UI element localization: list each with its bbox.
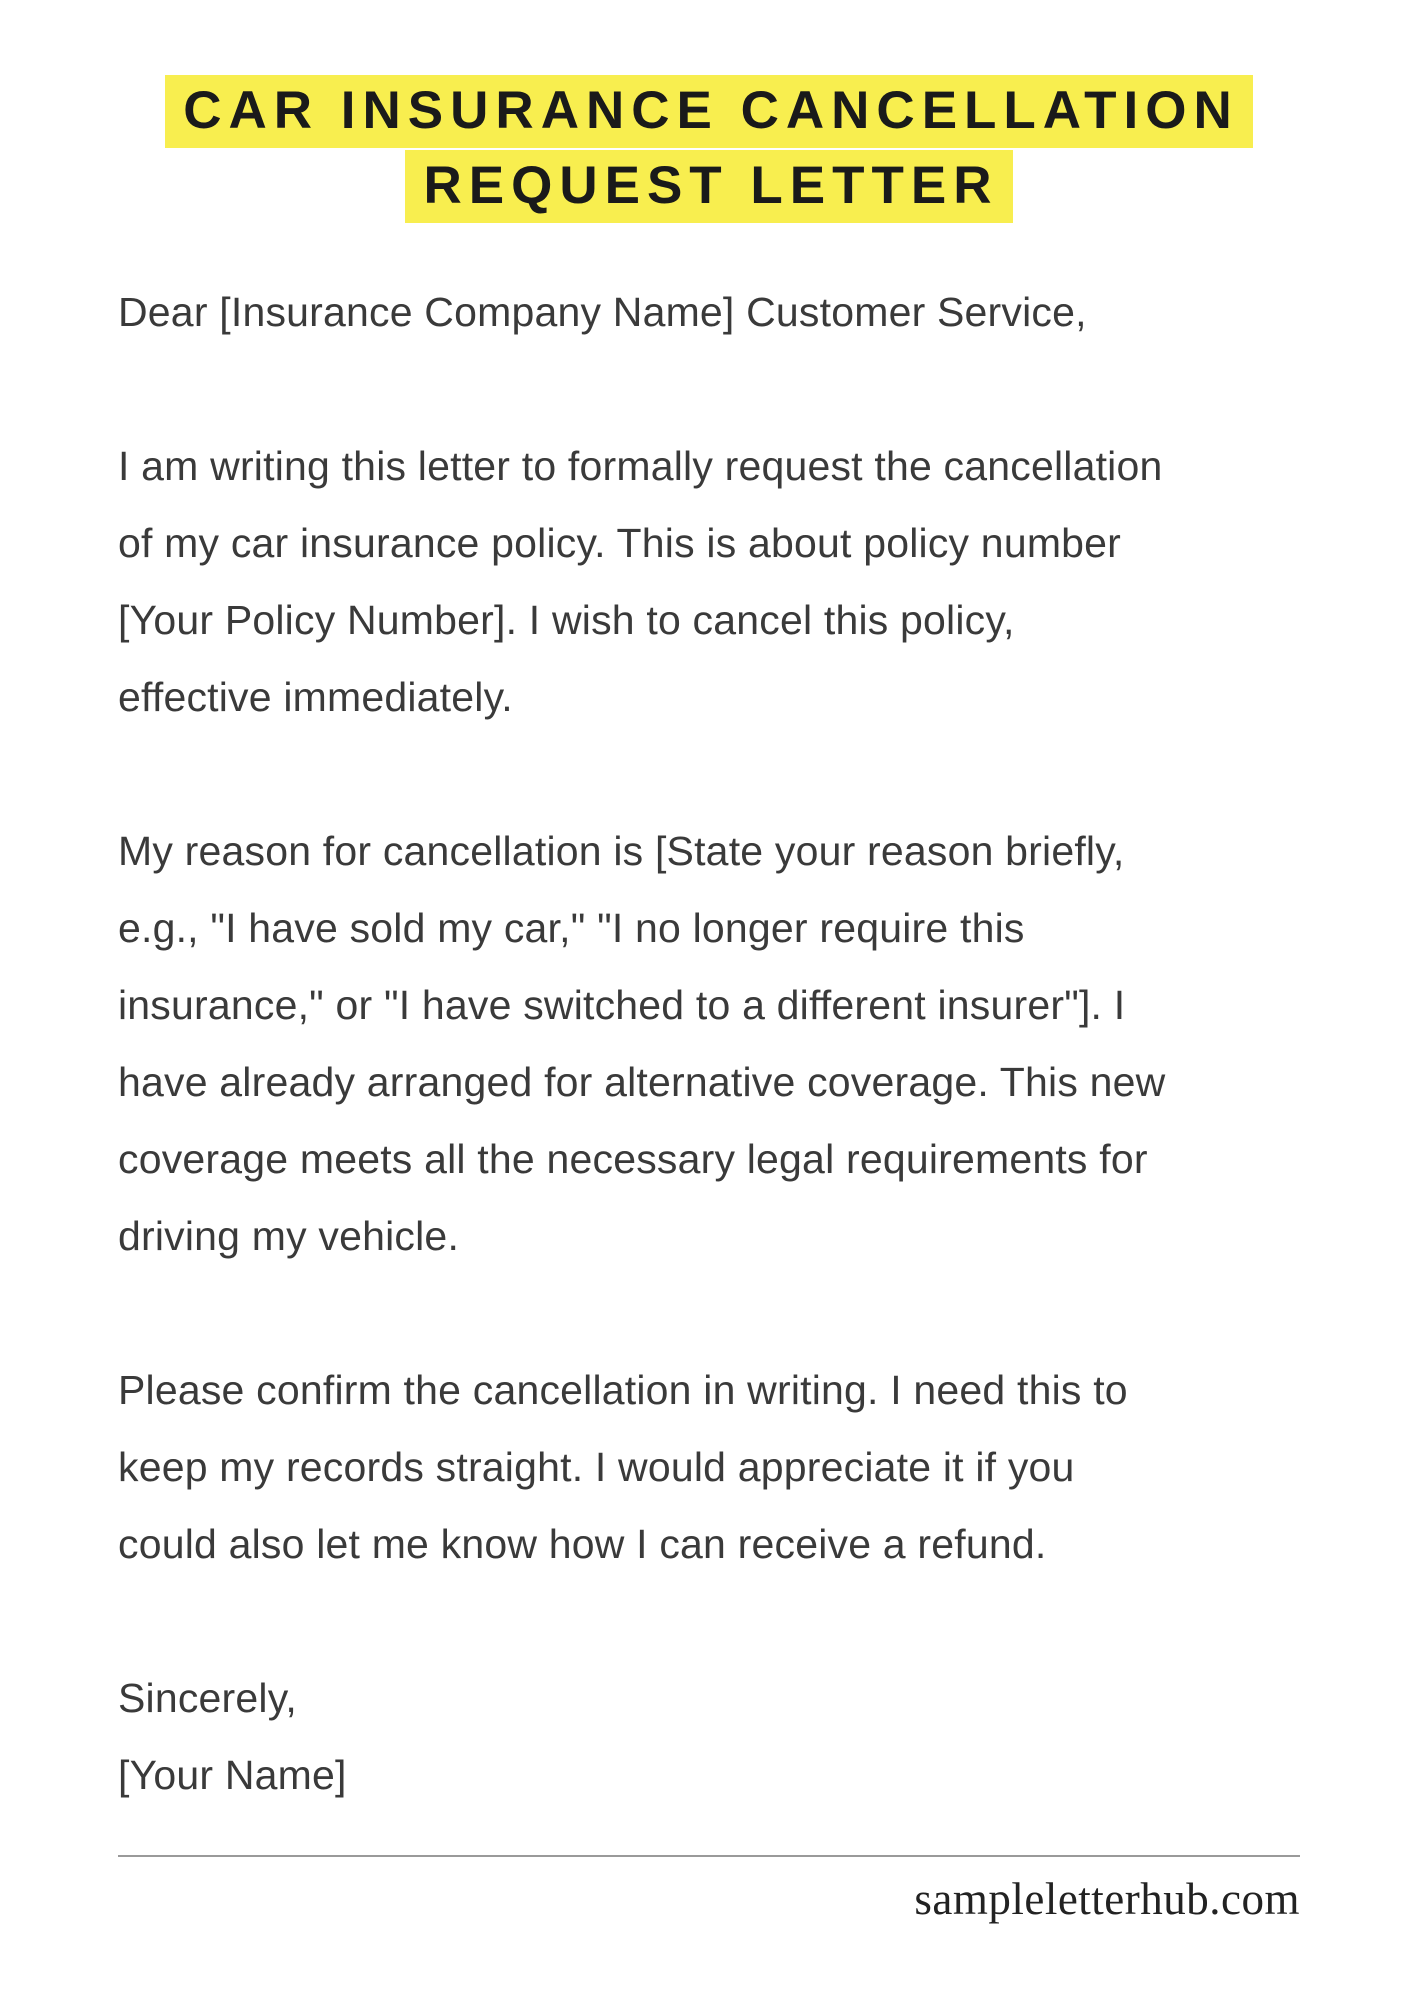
page-footer	[118, 1855, 1300, 1925]
letter-body	[118, 274, 1300, 1814]
text-line: [Your Name]	[118, 1752, 347, 1798]
body-paragraph-3	[118, 1352, 1300, 1583]
text-line: keep my records straight. I would appreciate it if you	[118, 1444, 1075, 1490]
text-line: Sincerely,	[118, 1675, 297, 1721]
text-line: could also let me know how I can receive a refund.	[118, 1521, 1047, 1567]
body-paragraph-2	[118, 813, 1300, 1275]
text-line: of my car insurance policy. This is about policy number	[118, 520, 1122, 566]
text-line: have already arranged for alternative coverage. This new	[118, 1059, 1166, 1105]
letter-title-block	[118, 0, 1300, 225]
text-line: e.g., "I have sold my car," "I no longer require this	[118, 905, 1025, 951]
text-line: Please confirm the cancellation in writing. I need this to	[118, 1367, 1128, 1413]
text-line: Dear [Insurance Company Name] Customer Service,	[118, 289, 1087, 335]
text-line: I am writing this letter to formally request the cancellation	[118, 443, 1163, 489]
title-line-2: REQUEST LETTER	[405, 150, 1012, 223]
title-line-1: CAR INSURANCE CANCELLATION	[165, 75, 1253, 148]
text-line: [Your Policy Number]. I wish to cancel this policy,	[118, 597, 1015, 643]
website-name: sampleletterhub.com	[914, 1874, 1300, 1924]
text-line: My reason for cancellation is [State your reason briefly,	[118, 828, 1125, 874]
text-line: driving my vehicle.	[118, 1213, 460, 1259]
salutation	[118, 274, 1300, 351]
text-line: effective immediately.	[118, 674, 513, 720]
footer-divider	[118, 1855, 1300, 1857]
page-title	[118, 75, 1300, 225]
body-paragraph-1	[118, 428, 1300, 736]
text-line: coverage meets all the necessary legal requirements for	[118, 1136, 1148, 1182]
closing	[118, 1660, 1300, 1814]
text-line: insurance," or "I have switched to a different insurer"]. I	[118, 982, 1126, 1028]
